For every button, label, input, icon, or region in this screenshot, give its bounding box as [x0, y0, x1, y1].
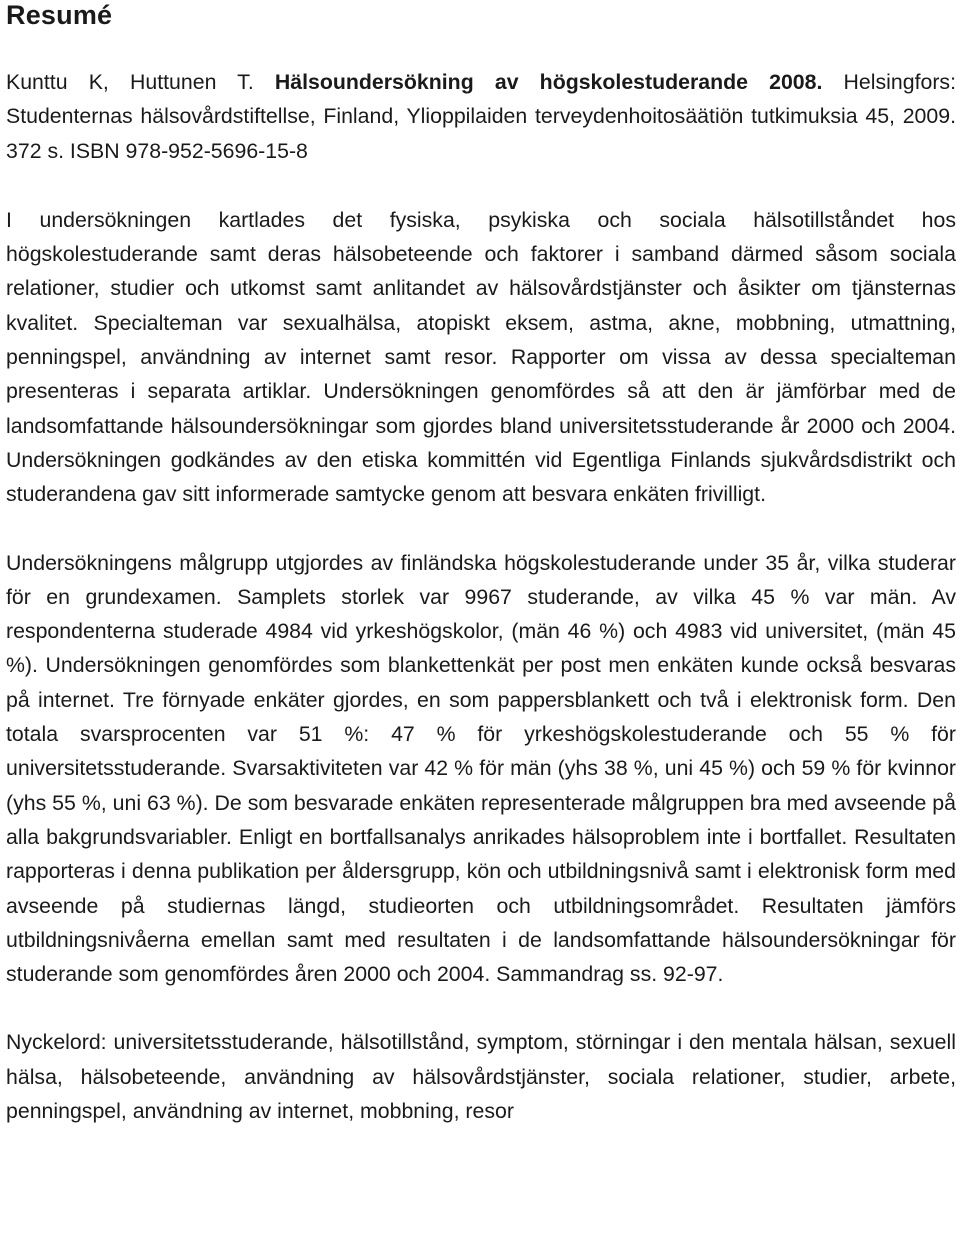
- citation-title: Hälsoundersökning av högskolestuderande 2008.: [274, 70, 823, 94]
- keywords-paragraph: Nyckelord: universitetsstuderande, hälsotillstånd, symptom, störningar i den mentala hälsan, sexuell hälsa, hälsobeteende, användning av hälsovårdstjänster, sociala relationer, studier, arbete, penningspel, användning av internet, mobbning, resor: [6, 1030, 956, 1124]
- method-paragraph: Undersökningens målgrupp utgjordes av finländska högskolestuderande under 35 år, vilka studerar för en grundexamen. Samplets storlek var 9967 studerande, av vilka 45 % var män. Av respondenterna studerade 4984 vid yrkeshögskolor, (män 46 %) och 4983 vid universitet, (män 45 %). Undersökningen genomfördes som blankettenkät per post men enkäten kunde också besvaras på internet. Tre förnyade enkäter gjordes, en som pappersblankett och två i elektronisk form. Den totala svarsprocenten var 51 %: 47 % för yrkeshögskolestuderande och 55 % för universitetsstuderande. Svarsaktiviteten var 42 % för män (yhs 38 %, uni 45 %) och 59 % för kvinnor (yhs 55 %, uni 63 %). De som besvarade enkäten representerade målgruppen bra med avseende på alla bakgrundsvariabler. Enligt en bortfallsanalys anrikades hälsoproblem inte i bortfallet. Resultaten rapporteras i denna publikation per åldersgrupp, kön och utbildningsnivå samt i elektronisk form med avseende på studiernas längd, studieorten och utbildningsområdet. Resultaten jämförs utbildningsnivåerna emellan samt med resultaten i de landsomfattande hälsoundersökningar för studerande som genomfördes åren 2000 och 2004. Sammandrag ss. 92-97.: [6, 550, 956, 987]
- page-title: Resumé: [6, 0, 113, 30]
- document-page: [6, 0, 956, 1128]
- citation-paragraph: [6, 65, 956, 168]
- citation-authors: Kunttu K, Huttunen T.: [6, 70, 275, 94]
- citation-publication-details: Helsingfors: Studenternas hälsovårdstiftellse, Finland, Ylioppilaiden terveydenhoitosäätiön tutkimuksia 45, 2009. 372 s. ISBN 978-952-5696-15-8: [6, 70, 956, 163]
- abstract-paragraph: I undersökningen kartlades det fysiska, psykiska och sociala hälsotillståndet hos högskolestuderande samt deras hälsobeteende och faktorer i samband därmed såsom sociala relationer, studier och utkomst samt anlitandet av hälsovårdstjänster och åsikter om tjänsternas kvalitet. Specialteman var sexualhälsa, atopiskt eksem, astma, akne, mobbning, utmattning, penningspel, användning av internet samt resor. Rapporter om vissa av dessa specialteman presenteras i separata artiklar. Undersökningen genomfördes så att den är jämförbar med de landsomfattande hälsoundersökningar som gjordes bland universitetsstuderande år 2000 och 2004. Undersökningen godkändes av den etiska kommittén vid Egentliga Finlands sjukvårdsdistrikt och studerandena gav sitt informerade samtycke genom att besvara enkäten frivilligt.: [6, 207, 956, 507]
